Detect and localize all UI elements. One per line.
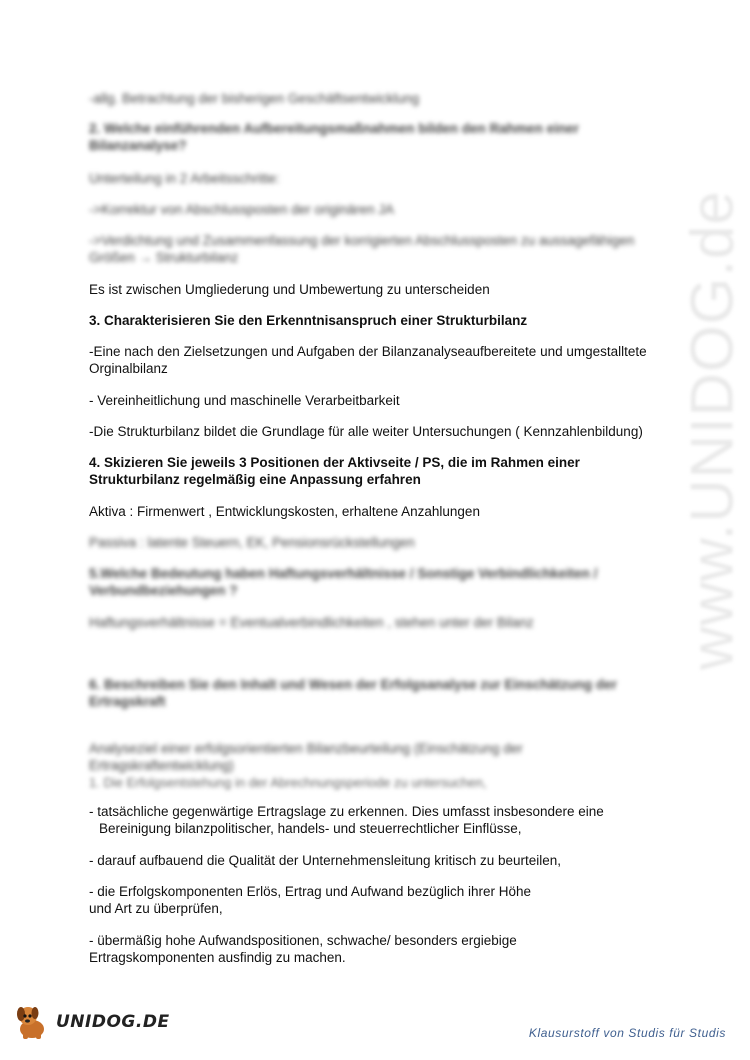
bullet-item: - darauf aufbauend die Qualität der Unternehmensleitung kritisch zu beurteilen, <box>89 853 562 868</box>
blurred-answer: ->Verdichtung und Zusammenfassung der korrigierten Abschlussposten zu aussagefähigen Größen → Strukturbilanz <box>89 233 635 265</box>
question-3: 3. Charakterisieren Sie den Erkenntnisanspruch einer Strukturbilanz <box>89 313 528 328</box>
blurred-answer: Unterteilung in 2 Arbeitsschritte: <box>89 171 280 186</box>
bullet-item: - die Erfolgskomponenten Erlös, Ertrag und Aufwand bezüglich ihrer Höhe und Art zu überprüfen, <box>89 884 531 916</box>
blurred-question-2: 2. Welche einführenden Aufbereitungsmaßnahmen bilden den Rahmen einer Bilanzanalyse? <box>89 121 579 153</box>
blurred-question-6: 6. Beschreiben Sie den Inhalt und Wesen der Erfolgsanalyse zur Einschätzung der Ertragskraft <box>89 677 617 709</box>
dog-logo-icon <box>12 1004 52 1040</box>
blurred-overlap-line: 1. Die Erfolgsentstehung in der Abrechnungsperiode zu untersuchen, <box>89 775 487 790</box>
logo-text: UNIDOG.DE <box>56 1012 170 1032</box>
blurred-answer: Analyseziel einer erfolgsorientierten Bilanzbeurteilung (Einschätzung der Ertragskraftentwicklung) <box>89 741 523 773</box>
bullet-item-continued: Bereinigung bilanzpolitischer, handels- und steuerrechtlicher Einflüsse, <box>99 821 522 836</box>
blurred-line: -allg. Betrachtung der bisherigen Geschäftsentwicklung <box>89 91 420 106</box>
blurred-question-5: 5.Welche Bedeutung haben Haftungsverhältnisse / Sonstige Verbindlichkeiten / Verbundbeziehungen ? <box>89 566 598 598</box>
bullet-item: - tatsächliche gegenwärtige Ertragslage zu erkennen. Dies umfasst insbesondere eine <box>89 804 604 819</box>
answer-item: -Eine nach den Zielsetzungen und Aufgaben der Bilanzanalyseaufbereitete und umgestalltete Orginalbilanz <box>89 344 647 376</box>
paragraph: Es ist zwischen Umgliederung und Umbewertung zu unterscheiden <box>89 282 490 297</box>
answer-item: - Vereinheitlichung und maschinelle Verarbeitbarkeit <box>89 393 400 408</box>
blurred-answer: Haftungsverhältnisse = Eventualverbindlichkeiten , stehen unter der Bilanz <box>89 615 534 630</box>
bullet-item: - übermäßig hohe Aufwandspositionen, schwache/ besonders ergiebige Ertragskomponenten ausfindig zu machen. <box>89 933 517 965</box>
watermark-text: www.UNIDOG.de <box>678 190 746 670</box>
blurred-answer: ->Korrektur von Abschlussposten der originären JA <box>89 202 395 217</box>
footer-logo <box>12 1004 170 1040</box>
blurred-answer: Passiva : latente Steuern, EK, Pensionsrückstellungen <box>89 535 415 550</box>
footer-tagline: Klausurstoff von Studis für Studis <box>528 1026 726 1040</box>
question-4: 4. Skizieren Sie jeweils 3 Positionen der Aktivseite / PS, die im Rahmen einer Strukturbilanz regelmäßig eine Anpassung erfahren <box>89 455 580 487</box>
answer-item: -Die Strukturbilanz bildet die Grundlage für alle weiter Untersuchungen ( Kennzahlenbildung) <box>89 424 643 439</box>
answer-item: Aktiva : Firmenwert , Entwicklungskosten, erhaltene Anzahlungen <box>89 504 480 519</box>
